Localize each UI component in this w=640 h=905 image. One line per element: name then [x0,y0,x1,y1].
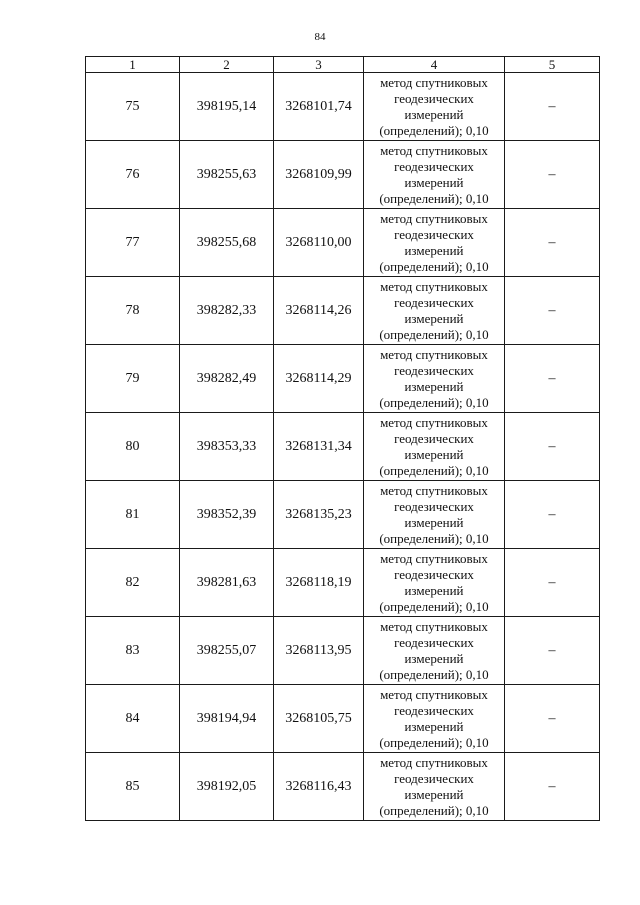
table-row [86,685,600,753]
note-cell: – [505,345,600,413]
table-row [86,753,600,821]
method-cell [364,481,505,549]
method-line: (определений); 0,10 [379,530,489,546]
note-cell: – [505,277,600,345]
method-line: геодезических [394,498,474,514]
method-line: измерений [404,718,464,734]
point-number-cell: 83 [86,617,180,685]
method-line: (определений); 0,10 [379,122,489,138]
point-number-cell: 81 [86,481,180,549]
method-line: (определений); 0,10 [379,190,489,206]
point-number-cell: 79 [86,345,180,413]
point-number-cell: 80 [86,413,180,481]
table-row [86,345,600,413]
method-line: измерений [404,106,464,122]
y-coordinate-cell: 3268113,95 [274,617,364,685]
method-line: измерений [404,582,464,598]
method-cell [364,277,505,345]
x-coordinate-cell: 398282,49 [180,345,274,413]
note-cell: – [505,209,600,277]
note-cell: – [505,141,600,209]
y-coordinate-cell: 3268114,29 [274,345,364,413]
method-cell [364,413,505,481]
header-col-4: 4 [364,57,505,73]
table-body [86,73,600,821]
point-number-cell: 77 [86,209,180,277]
y-coordinate-cell: 3268118,19 [274,549,364,617]
method-line: геодезических [394,430,474,446]
method-line: (определений); 0,10 [379,462,489,478]
y-coordinate-cell: 3268110,00 [274,209,364,277]
x-coordinate-cell: 398353,33 [180,413,274,481]
y-coordinate-cell: 3268109,99 [274,141,364,209]
table-row [86,413,600,481]
y-coordinate-cell: 3268116,43 [274,753,364,821]
note-cell: – [505,413,600,481]
method-line: (определений); 0,10 [379,666,489,682]
method-line: метод спутниковых [380,686,488,702]
method-line: измерений [404,446,464,462]
x-coordinate-cell: 398282,33 [180,277,274,345]
method-line: геодезических [394,770,474,786]
point-number-cell: 84 [86,685,180,753]
note-cell: – [505,617,600,685]
point-number-cell: 85 [86,753,180,821]
note-cell: – [505,753,600,821]
x-coordinate-cell: 398255,68 [180,209,274,277]
method-line: измерений [404,310,464,326]
table-row [86,481,600,549]
method-cell [364,617,505,685]
x-coordinate-cell: 398194,94 [180,685,274,753]
header-row [86,57,600,73]
method-line: метод спутниковых [380,414,488,430]
y-coordinate-cell: 3268114,26 [274,277,364,345]
method-line: (определений); 0,10 [379,734,489,750]
point-number-cell: 78 [86,277,180,345]
method-line: измерений [404,650,464,666]
method-line: метод спутниковых [380,482,488,498]
coordinates-table [85,56,600,821]
method-line: метод спутниковых [380,550,488,566]
point-number-cell: 75 [86,73,180,141]
method-line: метод спутниковых [380,142,488,158]
header-col-5: 5 [505,57,600,73]
x-coordinate-cell: 398352,39 [180,481,274,549]
x-coordinate-cell: 398195,14 [180,73,274,141]
header-col-1: 1 [86,57,180,73]
y-coordinate-cell: 3268105,75 [274,685,364,753]
method-line: (определений); 0,10 [379,598,489,614]
method-cell [364,753,505,821]
table-row [86,277,600,345]
method-line: (определений); 0,10 [379,394,489,410]
header-col-3: 3 [274,57,364,73]
method-line: геодезических [394,362,474,378]
header-col-2: 2 [180,57,274,73]
method-cell [364,345,505,413]
note-cell: – [505,549,600,617]
table-row [86,209,600,277]
x-coordinate-cell: 398255,63 [180,141,274,209]
method-line: измерений [404,378,464,394]
point-number-cell: 76 [86,141,180,209]
method-cell [364,141,505,209]
method-cell [364,73,505,141]
method-line: измерений [404,514,464,530]
method-line: геодезических [394,158,474,174]
method-line: измерений [404,174,464,190]
y-coordinate-cell: 3268101,74 [274,73,364,141]
method-line: метод спутниковых [380,346,488,362]
method-line: измерений [404,242,464,258]
method-line: метод спутниковых [380,754,488,770]
method-line: геодезических [394,566,474,582]
note-cell: – [505,481,600,549]
method-line: геодезических [394,294,474,310]
table-header [86,57,600,73]
table-row [86,73,600,141]
x-coordinate-cell: 398255,07 [180,617,274,685]
x-coordinate-cell: 398192,05 [180,753,274,821]
method-line: геодезических [394,634,474,650]
method-line: геодезических [394,702,474,718]
method-line: метод спутниковых [380,618,488,634]
method-cell [364,549,505,617]
page-number: 84 [314,31,326,43]
method-line: (определений); 0,10 [379,802,489,818]
method-line: измерений [404,786,464,802]
method-line: метод спутниковых [380,210,488,226]
y-coordinate-cell: 3268131,34 [274,413,364,481]
table-row [86,141,600,209]
table-row [86,617,600,685]
table-row [86,549,600,617]
y-coordinate-cell: 3268135,23 [274,481,364,549]
x-coordinate-cell: 398281,63 [180,549,274,617]
point-number-cell: 82 [86,549,180,617]
method-cell [364,209,505,277]
method-line: (определений); 0,10 [379,258,489,274]
method-line: метод спутниковых [380,278,488,294]
note-cell: – [505,685,600,753]
method-line: геодезических [394,90,474,106]
note-cell: – [505,73,600,141]
method-line: геодезических [394,226,474,242]
method-cell [364,685,505,753]
method-line: метод спутниковых [380,74,488,90]
method-line: (определений); 0,10 [379,326,489,342]
